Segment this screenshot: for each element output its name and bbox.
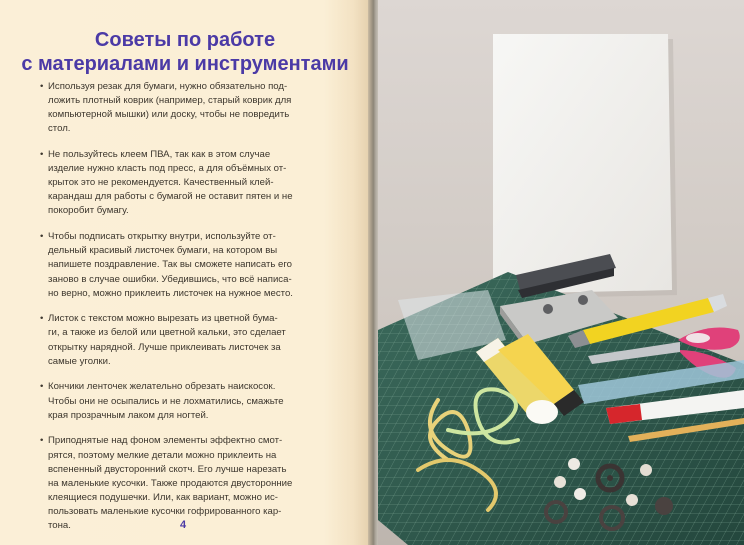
tip-line: покоробит бумагу. [48,205,129,217]
tip-item [42,380,336,422]
tip-line: клеящиеся подушечки. Или, как вариант, можно ис- [48,491,278,503]
tip-line: • Чтобы подписать открытку внутри, используйте от- [48,231,276,243]
right-page-photo [378,0,744,545]
tip-item [42,80,336,136]
tip-line: дельный красивый листочек бумаги, на котором вы [48,245,278,257]
tip-line: Чтобы они не осыпались и не лохматились, смажьте [48,395,284,407]
page-title-line: с материалами и инструментами [21,53,349,75]
page-number: 4 [180,519,187,531]
tip-item [42,230,336,300]
tip-item [42,148,336,218]
tip-line: стол. [48,123,71,135]
tip-line: но верно, можно приклеить листочек на нужное место. [48,287,293,299]
tip-line: • Не пользуйтесь клеем ПВА, так как в этом случае [48,149,271,161]
page-title-line: Советы по работе [94,29,276,51]
tip-item [42,312,336,368]
page-title [20,28,350,76]
tip-line: • Используя резак для бумаги, нужно обязательно под- [48,81,288,92]
tip-line: края прозрачным лаком для ногтей. [48,409,209,421]
tip-line: • Кончики ленточек желательно обрезать наискосок. [48,381,276,393]
white-card [493,34,677,299]
tip-line: открытку нарядной. Лучше приклеивать листочек за [48,341,281,353]
left-page [0,0,368,545]
tip-line: карандаш для работы с бумагой не оставит пятен и не [48,191,293,203]
tip-line: на маленькие кусочки. Также продаются двусторонние [48,477,293,489]
tip-line: • Приподнятые над фоном элементы эффектно смот- [48,435,283,447]
tip-line: ги, а также из белой или цветной кальки, это сделает [48,327,286,339]
tip-line: пользовать маленькие кусочки гофрированного кар- [48,505,282,517]
tip-line: напишете поздравление. Так вы сможете написать его [48,259,292,271]
tip-line: вспененный двусторонний скотч. Его лучше нарезать [48,463,287,475]
tip-item [42,434,336,533]
tip-line: тона. [48,519,71,531]
craft-tools-photo [378,0,744,545]
tip-line: • Листок с текстом можно вырезать из цветной бума- [48,313,278,325]
tip-line: компьютерной мышки) или доску, чтобы не повредить [48,109,290,121]
tip-line: ложить плотный коврик (например, старый коврик для [48,95,292,107]
tip-line: изделие нужно класть под пресс, а для объёмных от- [48,163,287,175]
tips-list [42,80,336,545]
tip-line: рятся, поэтому мелкие детали можно приклеить на [48,449,277,461]
tip-line: самые уголки. [48,355,111,367]
tip-line: крыток это не рекомендуется. Качественный клей- [48,177,274,189]
tip-line: заново в случае ошибки. Убедившись, что всё написа- [48,273,292,285]
